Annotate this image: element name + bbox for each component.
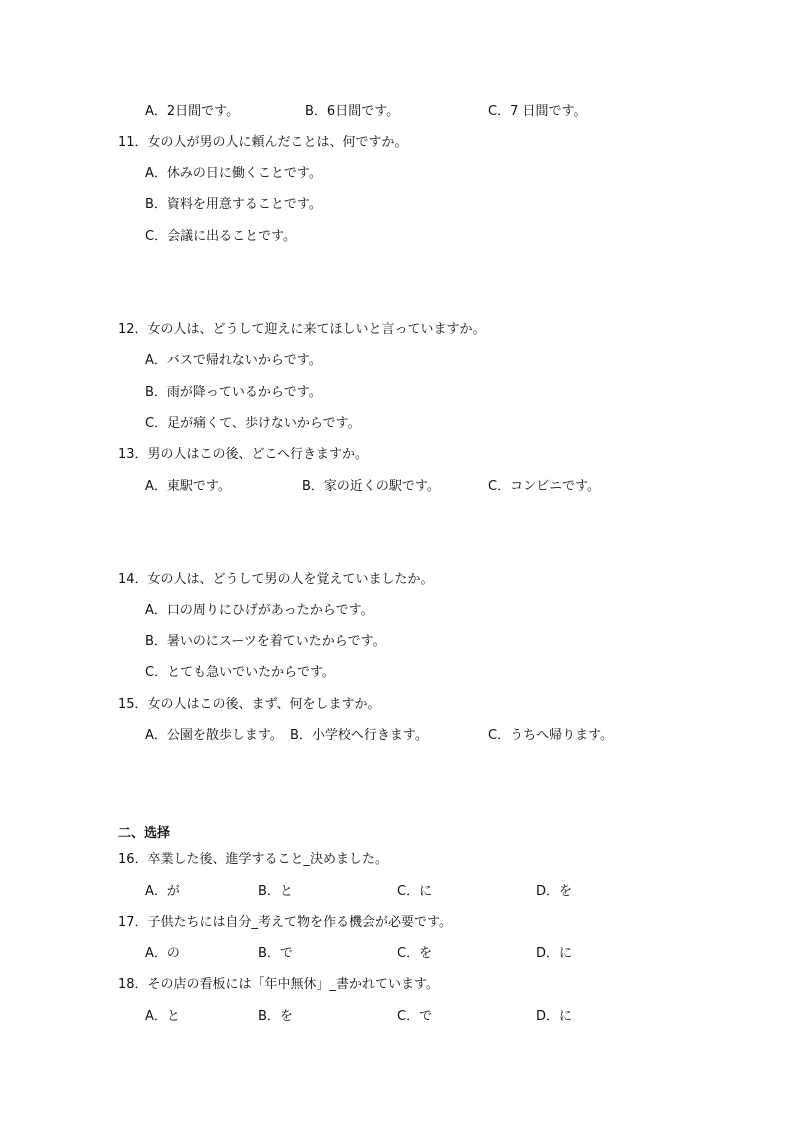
q16-option-a: A．が <box>145 884 180 899</box>
q12-option-b: B．雨が降っているからです。 <box>145 385 322 400</box>
q15-option-b: B．小学校へ行きます。 <box>290 728 428 743</box>
q16-option-d: D．を <box>536 884 573 899</box>
q13-option-a: A．東駅です。 <box>145 479 231 494</box>
q14-option-c: C．とても急いでいたからです。 <box>145 665 335 680</box>
q18-option-b: B．を <box>258 1009 293 1024</box>
q10-option-b: B．6日間です。 <box>305 104 400 119</box>
q18-option-c: C．で <box>397 1009 433 1024</box>
q11-option-b: B．資料を用意することです。 <box>145 197 322 212</box>
q17-option-c: C．を <box>397 946 433 961</box>
q17-option-d: D．に <box>536 946 573 961</box>
q18-option-a: A．と <box>145 1009 180 1024</box>
q15-option-c: C．うちへ帰ります。 <box>488 728 614 743</box>
q14-option-b: B．暑いのにスーツを着ていたからです。 <box>145 634 386 649</box>
q17-option-a: A．の <box>145 946 180 961</box>
q10-option-c: C．7 日間です。 <box>488 104 587 119</box>
q18-question: 18．その店の看板には「年中無休」_書かれています。 <box>118 977 440 992</box>
q13-question: 13．男の人はこの後、どこへ行きますか。 <box>118 447 369 462</box>
section-2-title: 二、选择 <box>118 826 171 841</box>
q14-option-a: A．口の周りにひげがあったからです。 <box>145 603 374 618</box>
q17-question: 17．子供たちには自分_考えて物を作る機会が必要です。 <box>118 915 453 930</box>
q16-option-b: B．と <box>258 884 293 899</box>
q11-option-a: A．休みの日に働くことです。 <box>145 166 322 181</box>
q12-option-a: A．バスで帰れないからです。 <box>145 353 322 368</box>
q11-option-c: C．会議に出ることです。 <box>145 229 297 244</box>
q11-question: 11．女の人が男の人に頼んだことは、何ですか。 <box>118 135 408 150</box>
q13-option-c: C．コンビニです。 <box>488 479 601 494</box>
q10-option-a: A．2日間です。 <box>145 104 240 119</box>
q12-question: 12．女の人は、どうして迎えに来てほしいと言っていますか。 <box>118 322 486 337</box>
q13-option-b: B．家の近くの駅です。 <box>302 479 440 494</box>
q16-question: 16．卒業した後、進学すること_決めました。 <box>118 852 389 867</box>
q15-question: 15．女の人はこの後、まず、何をしますか。 <box>118 697 381 712</box>
q17-option-b: B．で <box>258 946 293 961</box>
q18-option-d: D．に <box>536 1009 573 1024</box>
q16-option-c: C．に <box>397 884 433 899</box>
q12-option-c: C．足が痛くて、歩けないからです。 <box>145 416 361 431</box>
q14-question: 14．女の人は、どうして男の人を覚えていましたか。 <box>118 572 434 587</box>
q15-option-a: A．公園を散歩します。 <box>145 728 283 743</box>
